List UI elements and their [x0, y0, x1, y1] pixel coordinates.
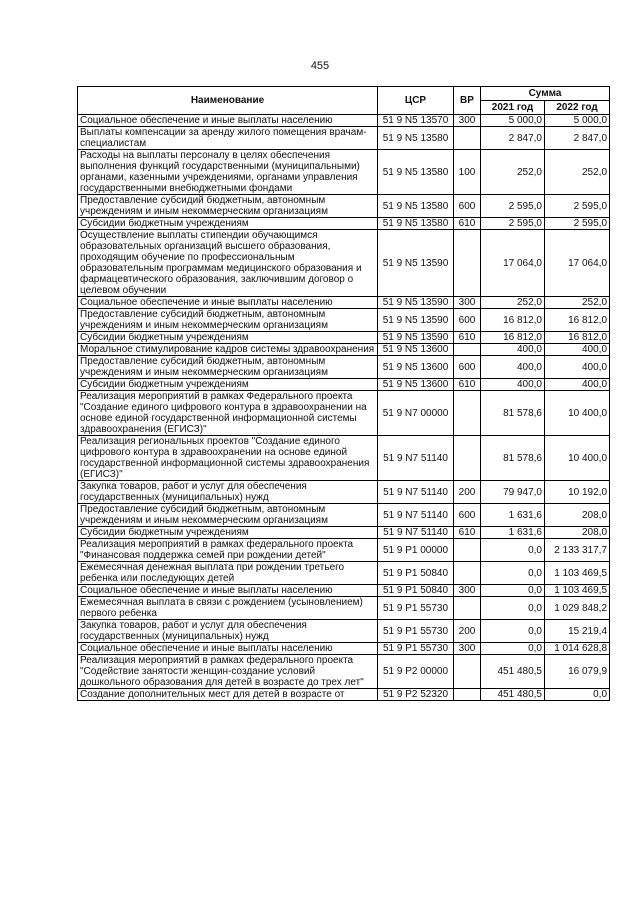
table-row [78, 562, 610, 585]
row-csr: 51 9 P1 55730 [378, 597, 454, 620]
row-name: Реализация мероприятий в рамках федерального проекта "Финансовая поддержка семей при рождении детей" [78, 539, 378, 562]
row-sum-2021: 252,0 [481, 150, 545, 195]
row-sum-2022: 1 029 848,2 [545, 597, 610, 620]
row-vr [454, 230, 481, 297]
row-csr: 51 9 N5 13600 [378, 379, 454, 391]
row-vr [454, 655, 481, 689]
row-vr [454, 391, 481, 436]
row-sum-2021: 81 578,6 [481, 391, 545, 436]
row-sum-2021: 81 578,6 [481, 436, 545, 481]
row-sum-2022: 15 219,4 [545, 620, 610, 643]
row-csr: 51 9 N7 51140 [378, 527, 454, 539]
row-sum-2021: 79 947,0 [481, 481, 545, 504]
row-vr: 610 [454, 379, 481, 391]
row-sum-2021: 451 480,5 [481, 655, 545, 689]
row-sum-2022: 2 847,0 [545, 127, 610, 150]
table-row [78, 585, 610, 597]
table-row [78, 218, 610, 230]
row-vr: 600 [454, 195, 481, 218]
row-vr [454, 436, 481, 481]
table-row [78, 309, 610, 332]
table-row [78, 297, 610, 309]
row-csr: 51 9 N5 13590 [378, 230, 454, 297]
row-csr: 51 9 N5 13580 [378, 195, 454, 218]
header-vr: ВР [454, 87, 481, 115]
page-number: 455 [310, 60, 330, 72]
row-name: Субсидии бюджетным учреждениям [78, 218, 378, 230]
row-sum-2021: 5 000,0 [481, 115, 545, 127]
row-name: Реализация мероприятий в рамках федерального проекта "Содействие занятости женщин-создание условий дошкольного образования для детей в возрасте до трех лет" [78, 655, 378, 689]
row-name: Предоставление субсидий бюджетным, автономным учреждениям и иным некоммерческим организациям [78, 309, 378, 332]
row-vr [454, 127, 481, 150]
row-sum-2022: 208,0 [545, 504, 610, 527]
row-name: Создание дополнительных мест для детей в возрасте от [78, 689, 378, 701]
row-name: Ежемесячная денежная выплата при рождении третьего ребенка или последующих детей [78, 562, 378, 585]
row-csr: 51 9 P1 55730 [378, 643, 454, 655]
row-csr: 51 9 P2 52320 [378, 689, 454, 701]
row-name: Предоставление субсидий бюджетным, автономным учреждениям и иным некоммерческим организациям [78, 504, 378, 527]
row-vr [454, 539, 481, 562]
row-name: Социальное обеспечение и иные выплаты населению [78, 115, 378, 127]
row-sum-2022: 400,0 [545, 379, 610, 391]
row-name: Социальное обеспечение и иные выплаты населению [78, 585, 378, 597]
row-csr: 51 9 N5 13570 [378, 115, 454, 127]
table-row [78, 150, 610, 195]
row-sum-2021: 0,0 [481, 597, 545, 620]
row-sum-2022: 10 400,0 [545, 391, 610, 436]
row-csr: 51 9 N7 51140 [378, 481, 454, 504]
row-sum-2021: 400,0 [481, 379, 545, 391]
row-csr: 51 9 N7 51140 [378, 504, 454, 527]
table-row [78, 391, 610, 436]
header-year-2022: 2022 год [545, 101, 610, 115]
header-csr: ЦСР [378, 87, 454, 115]
row-sum-2022: 400,0 [545, 356, 610, 379]
row-name: Моральное стимулирование кадров системы здравоохранения [78, 344, 378, 356]
row-csr: 51 9 N5 13580 [378, 218, 454, 230]
row-sum-2021: 0,0 [481, 620, 545, 643]
row-sum-2021: 0,0 [481, 562, 545, 585]
row-name: Реализация региональных проектов "Создание единого цифрового контура в здравоохранении на основе единой государственной информационной системы здравоохранения (ЕГИСЗ)" [78, 436, 378, 481]
row-sum-2021: 451 480,5 [481, 689, 545, 701]
row-sum-2022: 10 400,0 [545, 436, 610, 481]
row-csr: 51 9 N5 13580 [378, 150, 454, 195]
row-name: Субсидии бюджетным учреждениям [78, 332, 378, 344]
row-vr: 600 [454, 504, 481, 527]
row-sum-2021: 2 595,0 [481, 195, 545, 218]
table-header [78, 87, 610, 115]
row-sum-2022: 16 812,0 [545, 332, 610, 344]
header-year-2021: 2021 год [481, 101, 545, 115]
table-row [78, 504, 610, 527]
table-row [78, 115, 610, 127]
table-row [78, 344, 610, 356]
row-sum-2021: 2 847,0 [481, 127, 545, 150]
row-vr: 300 [454, 115, 481, 127]
row-sum-2022: 252,0 [545, 150, 610, 195]
row-vr [454, 344, 481, 356]
row-name: Социальное обеспечение и иные выплаты населению [78, 643, 378, 655]
row-csr: 51 9 N5 13600 [378, 344, 454, 356]
row-vr: 200 [454, 620, 481, 643]
table-row [78, 195, 610, 218]
row-sum-2022: 208,0 [545, 527, 610, 539]
row-sum-2022: 400,0 [545, 344, 610, 356]
row-sum-2022: 2 595,0 [545, 195, 610, 218]
row-vr: 610 [454, 527, 481, 539]
row-sum-2021: 400,0 [481, 344, 545, 356]
row-csr: 51 9 P2 00000 [378, 655, 454, 689]
row-sum-2022: 16 079,9 [545, 655, 610, 689]
table-row [78, 655, 610, 689]
row-csr: 51 9 P1 55730 [378, 620, 454, 643]
table-row [78, 689, 610, 701]
row-sum-2022: 1 103 469,5 [545, 585, 610, 597]
row-csr: 51 9 P1 50840 [378, 562, 454, 585]
table-row [78, 527, 610, 539]
row-sum-2021: 16 812,0 [481, 309, 545, 332]
row-vr: 600 [454, 356, 481, 379]
row-sum-2022: 17 064,0 [545, 230, 610, 297]
row-csr: 51 9 N5 13590 [378, 309, 454, 332]
row-sum-2022: 5 000,0 [545, 115, 610, 127]
row-sum-2021: 1 631,6 [481, 527, 545, 539]
table-row [78, 332, 610, 344]
row-sum-2021: 0,0 [481, 539, 545, 562]
row-csr: 51 9 N7 51140 [378, 436, 454, 481]
row-name: Закупка товаров, работ и услуг для обеспечения государственных (муниципальных) нужд [78, 481, 378, 504]
row-name: Предоставление субсидий бюджетным, автономным учреждениям и иным некоммерческим организациям [78, 356, 378, 379]
row-vr: 200 [454, 481, 481, 504]
row-csr: 51 9 P1 00000 [378, 539, 454, 562]
row-sum-2022: 252,0 [545, 297, 610, 309]
row-vr: 300 [454, 297, 481, 309]
row-sum-2022: 1 103 469,5 [545, 562, 610, 585]
table-row [78, 643, 610, 655]
row-csr: 51 9 N5 13580 [378, 127, 454, 150]
row-vr [454, 597, 481, 620]
row-sum-2021: 2 595,0 [481, 218, 545, 230]
table-body [78, 115, 610, 701]
row-sum-2021: 1 631,6 [481, 504, 545, 527]
row-csr: 51 9 N7 00000 [378, 391, 454, 436]
table-row [78, 379, 610, 391]
table-row [78, 230, 610, 297]
row-name: Реализация мероприятий в рамках Федерального проекта "Создание единого цифрового контура в здравоохранении на основе единой государственной информационной системы здравоохранения (ЕГИСЗ)" [78, 391, 378, 436]
row-csr: 51 9 N5 13590 [378, 332, 454, 344]
row-csr: 51 9 N5 13600 [378, 356, 454, 379]
table-row [78, 597, 610, 620]
row-vr: 100 [454, 150, 481, 195]
row-sum-2021: 16 812,0 [481, 332, 545, 344]
row-name: Субсидии бюджетным учреждениям [78, 379, 378, 391]
row-sum-2022: 16 812,0 [545, 309, 610, 332]
table-row [78, 356, 610, 379]
table-row [78, 620, 610, 643]
table-row [78, 539, 610, 562]
budget-table [77, 86, 610, 701]
row-csr: 51 9 N5 13590 [378, 297, 454, 309]
row-sum-2021: 0,0 [481, 643, 545, 655]
row-sum-2022: 10 192,0 [545, 481, 610, 504]
row-vr: 300 [454, 643, 481, 655]
row-vr: 610 [454, 218, 481, 230]
row-sum-2022: 2 595,0 [545, 218, 610, 230]
row-name: Субсидии бюджетным учреждениям [78, 527, 378, 539]
row-vr [454, 689, 481, 701]
row-sum-2021: 17 064,0 [481, 230, 545, 297]
row-sum-2022: 2 133 317,7 [545, 539, 610, 562]
table-row [78, 436, 610, 481]
row-vr: 300 [454, 585, 481, 597]
row-sum-2021: 400,0 [481, 356, 545, 379]
row-csr: 51 9 P1 50840 [378, 585, 454, 597]
row-name: Расходы на выплаты персоналу в целях обеспечения выполнения функций государственными (муниципальными) органами, казенными учреждениями, органами управления государственными внебюджетными фондами [78, 150, 378, 195]
row-vr: 610 [454, 332, 481, 344]
row-name: Социальное обеспечение и иные выплаты населению [78, 297, 378, 309]
table-row [78, 481, 610, 504]
row-name: Выплаты компенсации за аренду жилого помещения врачам-специалистам [78, 127, 378, 150]
row-name: Предоставление субсидий бюджетным, автономным учреждениям и иным некоммерческим организациям [78, 195, 378, 218]
row-vr: 600 [454, 309, 481, 332]
header-sum: Сумма [481, 87, 610, 101]
row-sum-2022: 1 014 628,8 [545, 643, 610, 655]
header-name: Наименование [78, 87, 378, 115]
row-name: Закупка товаров, работ и услуг для обеспечения государственных (муниципальных) нужд [78, 620, 378, 643]
row-name: Ежемесячная выплата в связи с рождением (усыновлением) первого ребенка [78, 597, 378, 620]
row-vr [454, 562, 481, 585]
table-row [78, 127, 610, 150]
row-sum-2022: 0,0 [545, 689, 610, 701]
row-name: Осуществление выплаты стипендии обучающимся образовательных организаций высшего образования, проходящим обучение по профессиональным образовательным программам медицинского образования и фармацевтического образования, заключившим договор о целевом обучении [78, 230, 378, 297]
row-sum-2021: 252,0 [481, 297, 545, 309]
row-sum-2021: 0,0 [481, 585, 545, 597]
